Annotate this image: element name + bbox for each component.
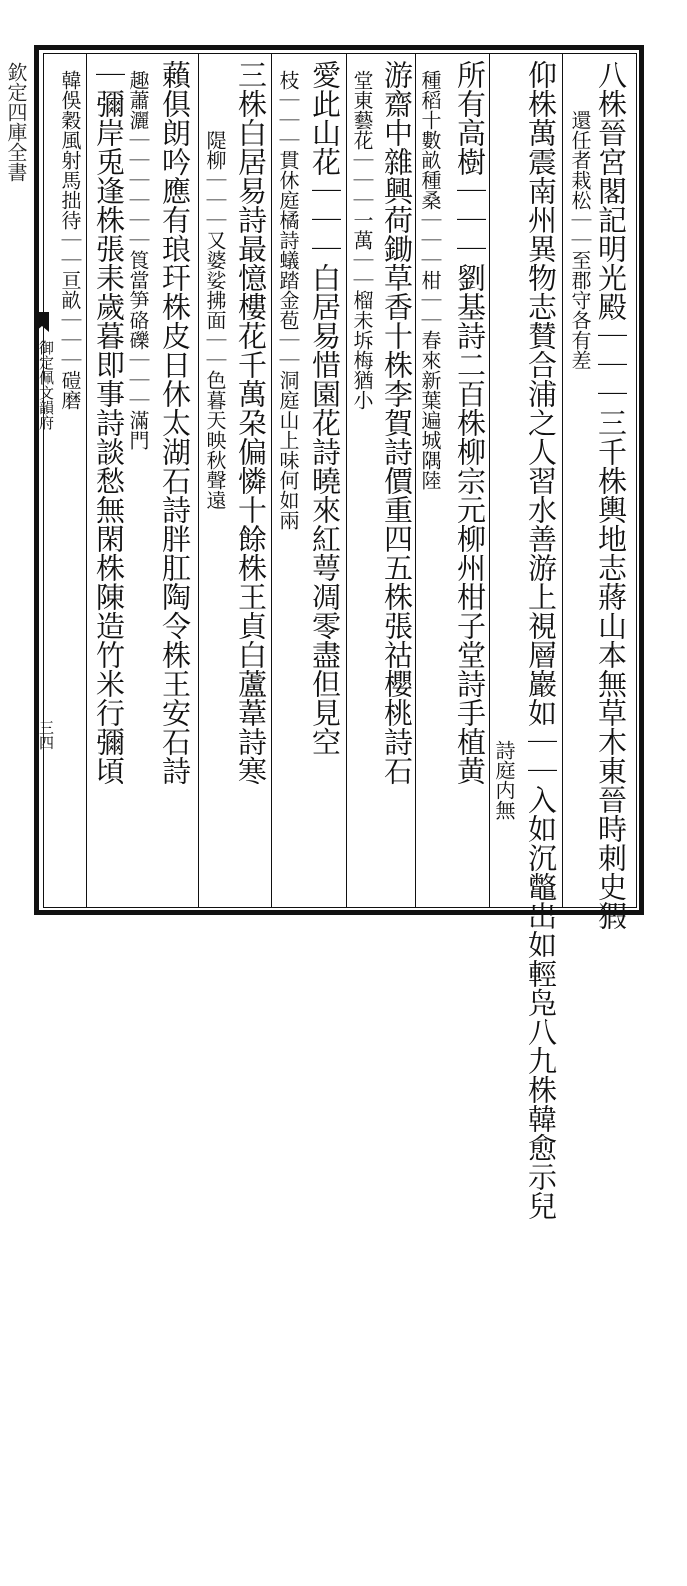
text-column-4: 詩庭内無 — [492, 740, 516, 820]
text-column-16: 韓俁穀風射馬拙待｜｜亘畝｜｜｜磑磨 — [58, 70, 82, 410]
column-rule — [562, 53, 563, 908]
column-rule — [271, 53, 272, 908]
text-column-13: 藾俱朗吟應有琅玕株皮日休太湖石詩胖肛陶令株王安石詩 — [158, 60, 192, 785]
text-column-12: 隄柳｜｜｜又婆娑拂面｜｜色暮天映秋聲遠 — [203, 130, 227, 510]
text-column-10: 枝｜｜｜貫休庭橘詩蟻踏金苞｜｜洞庭山上味何如兩 — [276, 70, 300, 530]
book-title: 欽定四庫全書 — [4, 62, 28, 182]
column-rule — [346, 53, 347, 908]
text-column-14: 趣蕭灑｜｜｜｜｜｜筤當笋硌礫｜｜｜滿門 — [126, 70, 150, 450]
text-column-9: 愛此山花｜｜｜白居易惜園花詩曉來紅萼凋零盡但見空 — [308, 60, 342, 756]
text-column-6: 種稻十數畝種桑｜｜｜柑｜｜春來新葉遍城隅陸 — [418, 70, 442, 490]
column-rule — [86, 53, 87, 908]
section-title: 御定佩文韻府 — [37, 340, 55, 430]
text-column-2: 還任者栽松｜｜至郡守各有差 — [568, 110, 592, 370]
text-column-5: 所有高樹｜｜｜劉基詩二百株柳宗元柳州柑子堂詩手植黄 — [453, 60, 487, 785]
text-column-11: 三株白居易詩最憶樓花千萬朶偏憐十餘株王貞白蘆葦詩寒 — [234, 60, 268, 785]
column-rule — [415, 53, 416, 908]
page-number: 三四 — [37, 720, 55, 750]
text-column-15: ｜彌岸兎逢株張耒歲暮即事詩談愁無閑株陳造竹米行彌頃 — [92, 60, 126, 785]
text-column-8: 堂東藝花｜｜｜一萬｜｜榴未坼梅猶小 — [350, 70, 374, 410]
column-rule — [489, 53, 490, 908]
text-column-7: 游齋中雜興荷鋤草香十株李賀詩價重四五株張祜櫻桃詩石 — [380, 60, 414, 785]
text-column-3: 仰株萬震南州異物志賛合浦之人習水善游上視層巖如｜｜入如沉鼈出如輕凫八九株韓愈示兒 — [524, 60, 558, 1220]
column-rule — [198, 53, 199, 908]
text-column-1: 八株晉宮閣記明光殿｜｜｜三千株輿地志蔣山本無草木東晉時刺史猳 — [594, 60, 628, 930]
